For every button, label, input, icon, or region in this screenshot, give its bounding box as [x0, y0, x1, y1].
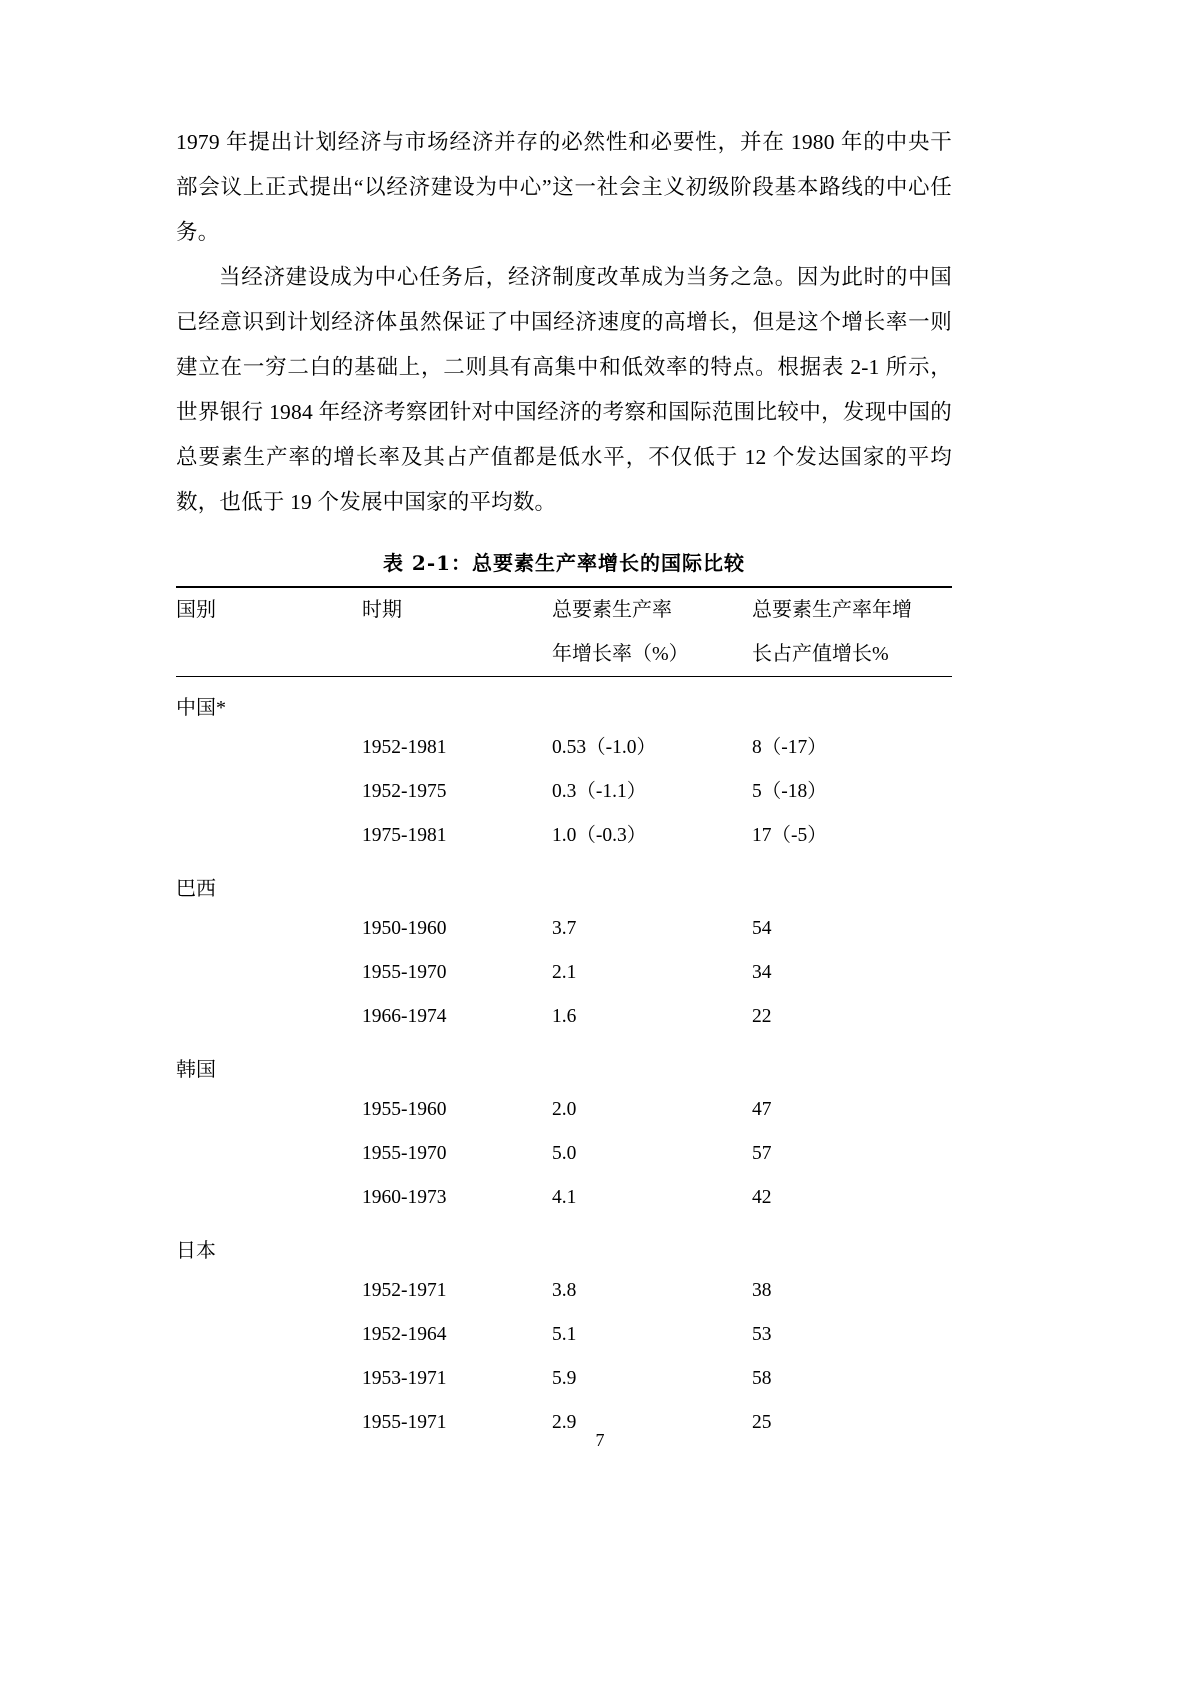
cell-period: 1955-1970 [362, 962, 447, 983]
cell-share [752, 858, 952, 907]
tfp-comparison-table [176, 586, 952, 1445]
table-row [176, 770, 952, 814]
cell-period: 1952-1975 [362, 781, 447, 802]
cell-share: 34 [752, 962, 772, 983]
col-header-growth [552, 587, 752, 677]
cell-growth: 3.8 [552, 1280, 577, 1301]
cell-share: 42 [752, 1187, 772, 1208]
table-row [176, 677, 952, 727]
cell-country: 中国* [176, 697, 226, 719]
table-row [176, 1088, 952, 1132]
page-content [176, 120, 952, 1445]
cell-country [176, 1176, 362, 1220]
cell-share: 25 [752, 1412, 772, 1433]
table-row [176, 907, 952, 951]
cell-period: 1975-1981 [362, 825, 447, 846]
cell-country [176, 1088, 362, 1132]
cell-country [176, 995, 362, 1039]
cell-share: 5（-18） [752, 781, 827, 802]
cell-growth: 0.53（-1.0） [552, 737, 656, 758]
cell-growth: 0.3（-1.1） [552, 781, 647, 802]
cell-period: 1952-1971 [362, 1280, 447, 1301]
table-row [176, 1313, 952, 1357]
cell-period: 1955-1970 [362, 1143, 447, 1164]
cell-period: 1966-1974 [362, 1006, 447, 1027]
col-header-country [176, 587, 362, 677]
cell-growth: 2.0 [552, 1099, 577, 1120]
cell-country [176, 951, 362, 995]
col-header-share-line2: 长占产值增长% [752, 643, 889, 665]
cell-period: 1960-1973 [362, 1187, 447, 1208]
cell-share: 54 [752, 918, 772, 939]
cell-share [752, 1220, 952, 1269]
table-body [176, 677, 952, 1446]
cell-period [362, 1220, 552, 1269]
cell-share: 58 [752, 1368, 772, 1389]
paragraph-1: 1979 年提出计划经济与市场经济并存的必然性和必要性，并在 1980 年的中央干部会议上正式提出“以经济建设为中心”这一社会主义初级阶段基本路线的中心任务。 [176, 130, 952, 244]
cell-growth [552, 677, 752, 727]
cell-country [176, 770, 362, 814]
cell-period [362, 677, 552, 727]
col-header-period-line1: 时期 [362, 599, 402, 621]
cell-growth: 3.7 [552, 918, 577, 939]
table-row [176, 995, 952, 1039]
col-header-growth-line2: 年增长率（%） [552, 643, 689, 665]
cell-share: 47 [752, 1099, 772, 1120]
cell-period: 1955-1960 [362, 1099, 447, 1120]
cell-share: 8（-17） [752, 737, 827, 758]
col-header-growth-line1: 总要素生产率 [552, 599, 672, 621]
table-row [176, 1039, 952, 1088]
cell-period: 1955-1971 [362, 1412, 447, 1433]
cell-country [176, 1269, 362, 1313]
cell-share: 17（-5） [752, 825, 827, 846]
cell-growth [552, 858, 752, 907]
cell-growth [552, 1220, 752, 1269]
cell-period [362, 1039, 552, 1088]
cell-growth: 5.0 [552, 1143, 577, 1164]
paragraph-2: 当经济建设成为中心任务后，经济制度改革成为当务之急。因为此时的中国已经意识到计划经济体虽然保证了中国经济速度的高增长，但是这个增长率一则建立在一穷二白的基础上，二则具有高集中和低效率的特点。根据表 2-1 所示，世界银行 1984 年经济考察团针对中国经济的考察和国际范围比较中，发现中国的总要素生产率的增长率及其占产值都是低水平，不仅低于 12 个发达国家的平均数，也低于 19 个发展中国家的平均数。 [176, 265, 952, 514]
cell-country: 巴西 [176, 878, 216, 900]
table-row [176, 858, 952, 907]
col-header-share [752, 587, 952, 677]
cell-growth: 2.9 [552, 1412, 577, 1433]
cell-country [176, 1132, 362, 1176]
col-header-share-line1: 总要素生产率年增 [752, 599, 912, 621]
table-row [176, 1176, 952, 1220]
table-header-row [176, 587, 952, 677]
table-row [176, 1132, 952, 1176]
cell-share: 53 [752, 1324, 772, 1345]
page-number: 7 [595, 1430, 605, 1450]
table-row [176, 1357, 952, 1401]
table-row [176, 814, 952, 858]
cell-country: 韩国 [176, 1059, 216, 1081]
cell-growth: 4.1 [552, 1187, 577, 1208]
cell-share: 57 [752, 1143, 772, 1164]
cell-growth: 1.0（-0.3） [552, 825, 647, 846]
cell-country [176, 814, 362, 858]
cell-country [176, 726, 362, 770]
cell-country [176, 1313, 362, 1357]
table-row [176, 1220, 952, 1269]
table-row [176, 726, 952, 770]
cell-period: 1950-1960 [362, 918, 447, 939]
cell-period: 1952-1964 [362, 1324, 447, 1345]
table-caption: 表 2-1：总要素生产率增长的国际比较 [382, 551, 746, 575]
cell-growth: 1.6 [552, 1006, 577, 1027]
cell-share: 22 [752, 1006, 772, 1027]
table-row [176, 1269, 952, 1313]
cell-growth: 5.1 [552, 1324, 577, 1345]
cell-country: 日本 [176, 1240, 216, 1262]
cell-share [752, 1039, 952, 1088]
cell-growth: 5.9 [552, 1368, 577, 1389]
table-row [176, 951, 952, 995]
cell-period: 1953-1971 [362, 1368, 447, 1389]
table-head [176, 587, 952, 677]
cell-growth [552, 1039, 752, 1088]
cell-share [752, 677, 952, 727]
cell-country [176, 1357, 362, 1401]
col-header-country-line1: 国别 [176, 599, 216, 621]
cell-share: 38 [752, 1280, 772, 1301]
cell-country [176, 907, 362, 951]
cell-period: 1952-1981 [362, 737, 447, 758]
cell-period [362, 858, 552, 907]
cell-growth: 2.1 [552, 962, 577, 983]
col-header-period [362, 587, 552, 677]
